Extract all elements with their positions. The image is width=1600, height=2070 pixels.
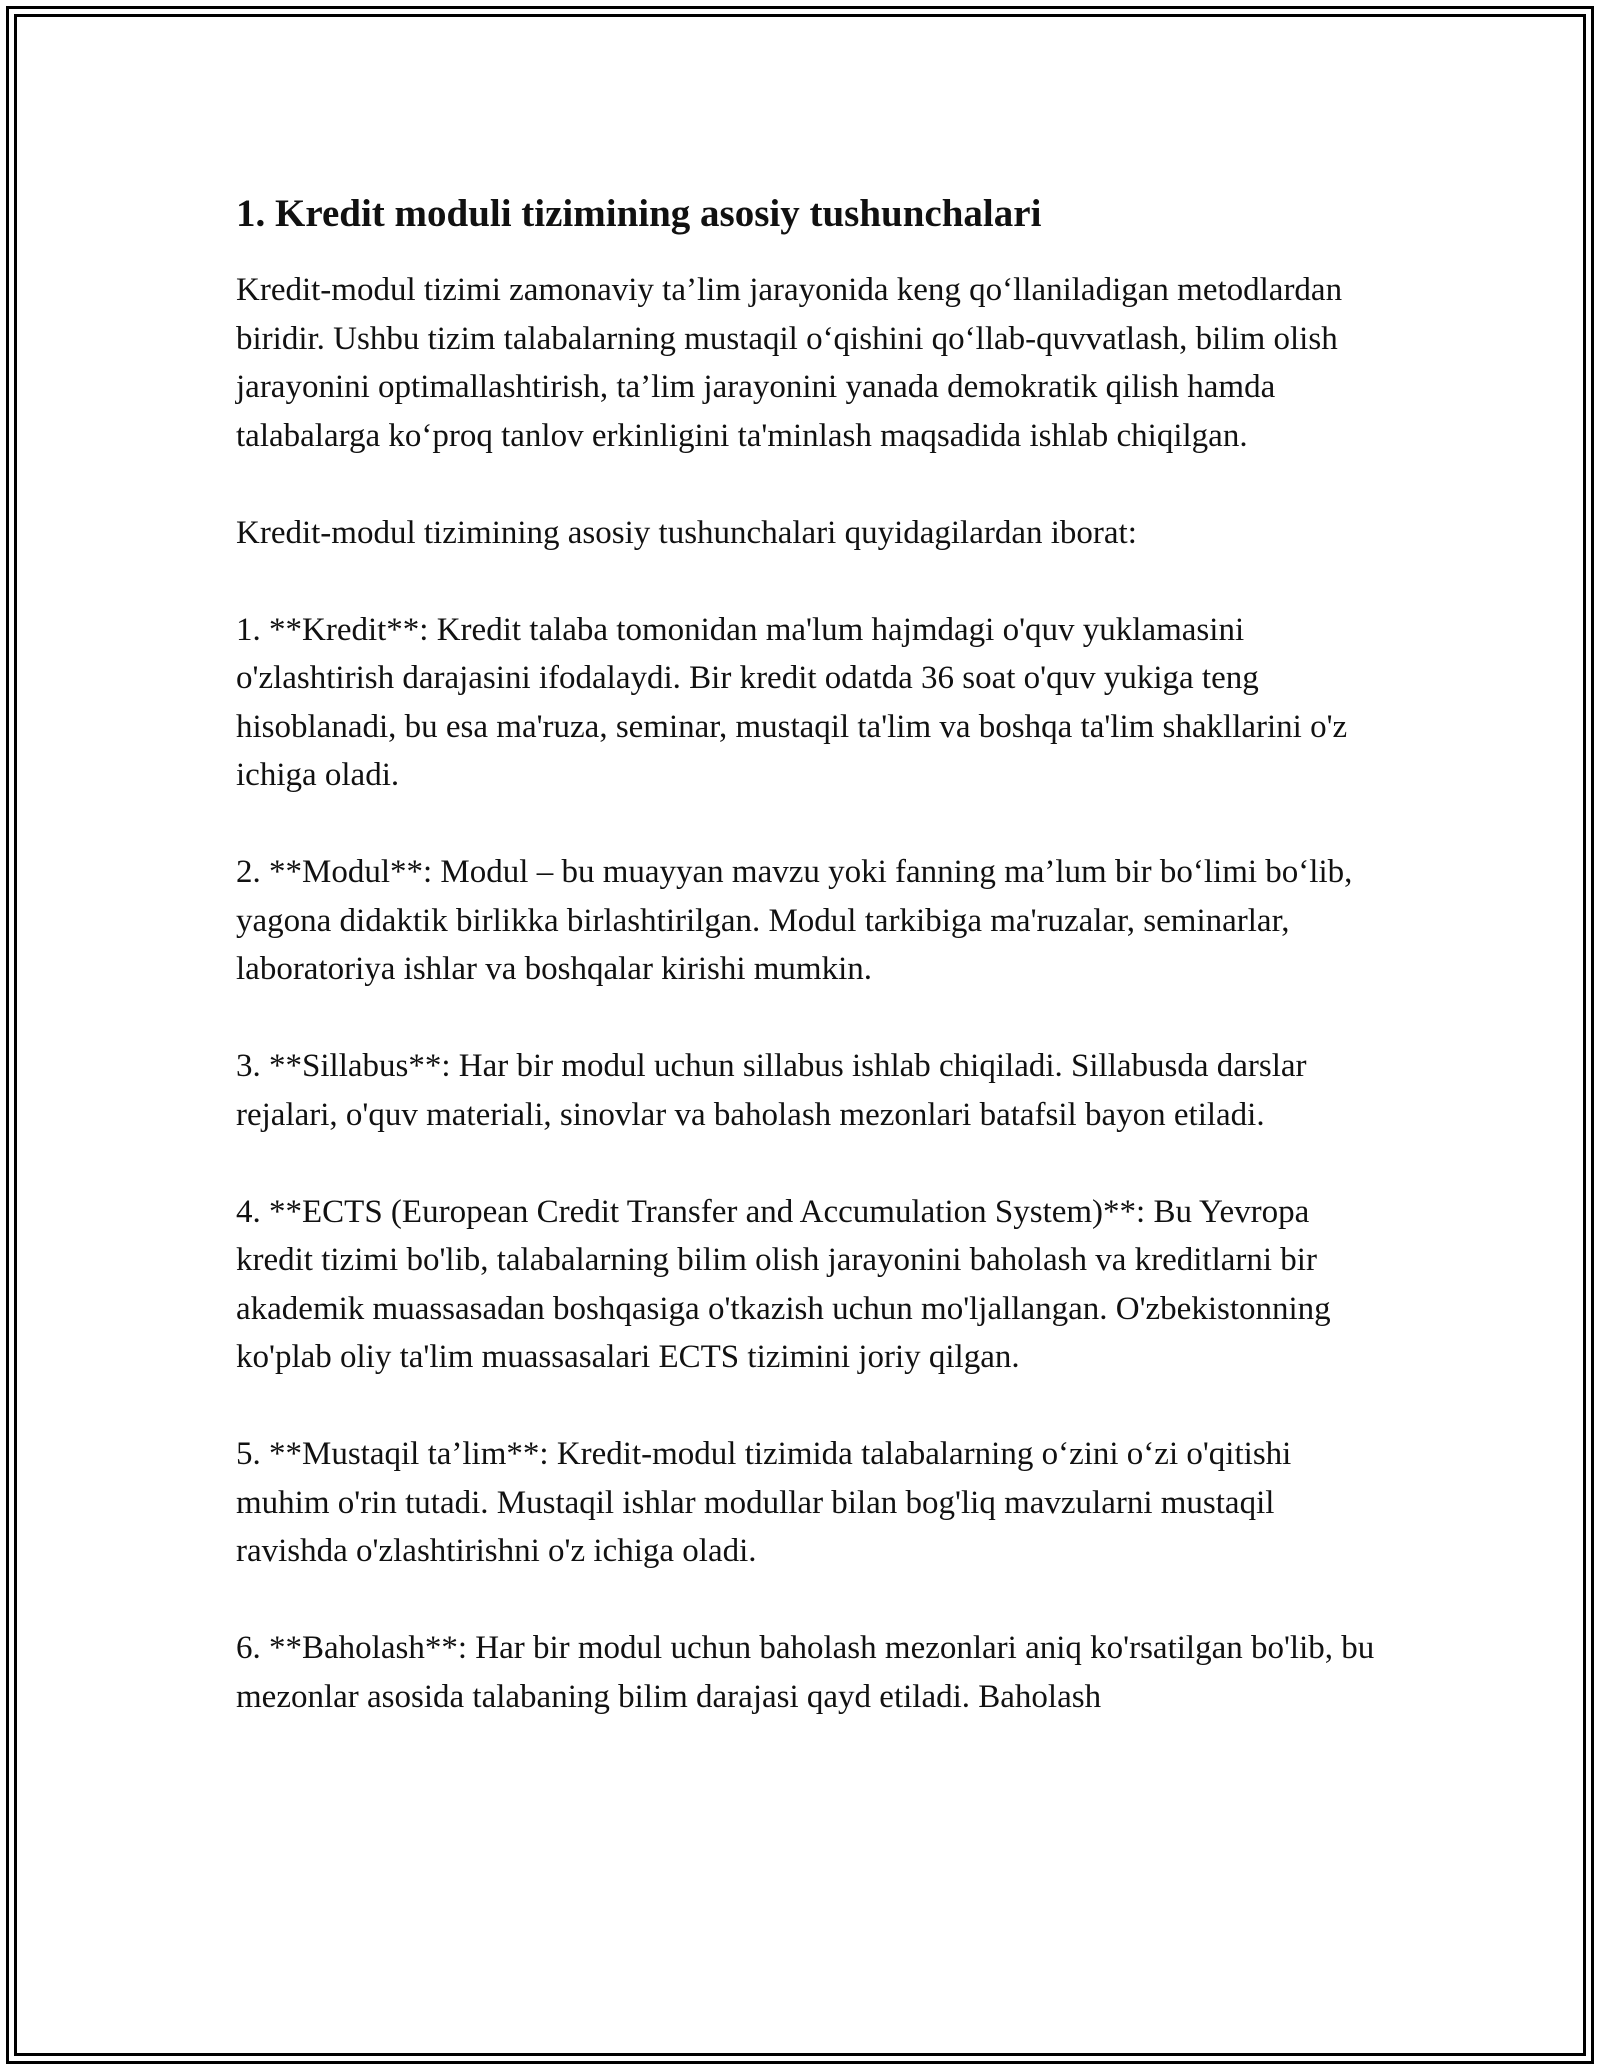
item-modul-paragraph: 2. **Modul**: Modul – bu muayyan mavzu yoki fanning ma’lum bir bo‘limi bo‘lib, yagona didaktik birlikka birlashtirilgan. Modul tarkibiga ma'ruzalar, seminarlar, laboratoriya ishlar va boshqalar kirishi mumkin.: [236, 854, 1353, 987]
item-sillabus-paragraph: 3. **Sillabus**: Har bir modul uchun sillabus ishlab chiqiladi. Sillabusda darslar rejalari, o'quv materiali, sinovlar va baholash mezonlari batafsil bayon etiladi.: [236, 1048, 1307, 1133]
document-body: [236, 180, 1386, 1721]
intro-paragraph: Kredit-modul tizimi zamonaviy ta’lim jarayonida keng qo‘llaniladigan metodlardan biridir. Ushbu tizim talabalarning mustaqil o‘qishini qo‘llab-quvvatlash, bilim olish jarayonini optimallashtirish, ta’lim jarayonini yanada demokratik qilish hamda talabalarga ko‘proq tanlov erkinligini ta'minlash maqsadida ishlab chiqilgan.: [236, 272, 1343, 454]
item-ects-paragraph: 4. **ECTS (European Credit Transfer and Accumulation System)**: Bu Yevropa kredit tizimi bo'lib, talabalarning bilim olish jarayonini baholash va kreditlarni bir akademik muassasadan boshqasiga o'tkazish uchun mo'ljallangan. O'zbekistonning ko'plab oliy ta'lim muassasalari ECTS tizimini joriy qilgan.: [236, 1193, 1331, 1375]
item-baholash-paragraph: 6. **Baholash**: Har bir modul uchun baholash mezonlari aniq ko'rsatilgan bo'lib, bu mezonlar asosida talabaning bilim darajasi qayd etiladi. Baholash: [236, 1630, 1375, 1715]
list-intro-paragraph: Kredit-modul tizimining asosiy tushunchalari quyidagilardan iborat:: [236, 514, 1137, 551]
item-kredit-paragraph: 1. **Kredit**: Kredit talaba tomonidan ma'lum hajmdagi o'quv yuklamasini o'zlashtirish darajasini ifodalaydi. Bir kredit odatda 36 soat o'quv yukiga teng hisoblanadi, bu esa ma'ruza, seminar, mustaqil ta'lim va boshqa ta'lim shakllarini o'z ichiga oladi.: [236, 611, 1348, 793]
item-mustaqil-talim-paragraph: 5. **Mustaqil ta’lim**: Kredit-modul tizimida talabalarning o‘zini o‘zi o'qitishi muhim o'rin tutadi. Mustaqil ishlar modullar bilan bog'liq mavzularni mustaqil ravishda o'zlashtirishni o'z ichiga oladi.: [236, 1436, 1292, 1569]
section-heading: 1. Kredit moduli tizimining asosiy tushunchalari: [236, 192, 1042, 235]
